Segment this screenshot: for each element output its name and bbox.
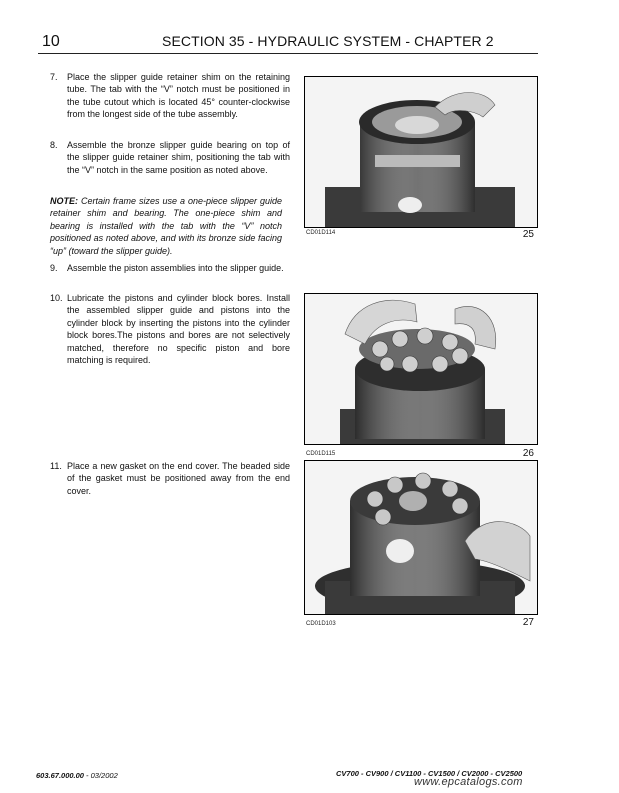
step-7 — [50, 71, 290, 121]
figure-number: 27 — [522, 617, 534, 628]
step-text: Lubricate the pistons and cylinder block bores. Install the assembled slipper guide and pistons into the cylinder block by inserting the pistons into the cylinder block bores.The pistons and bores are not selectively matched, therefore no specific piston and bore matching is required. — [67, 293, 290, 366]
figure-number: 25 — [522, 229, 534, 240]
step-number: 7. — [50, 72, 58, 82]
figure-number: 26 — [522, 448, 534, 459]
section-title: SECTION 35 - HYDRAULIC SYSTEM - CHAPTER 2 — [162, 33, 494, 49]
step-number: 8. — [50, 140, 58, 150]
step-9 — [50, 262, 290, 274]
step-8 — [50, 139, 290, 176]
figure-27-photo — [304, 460, 538, 615]
figure-26-photo — [304, 293, 538, 445]
footer-part-number — [36, 771, 118, 780]
footer-models: CV700 - CV900 / CV1100 - CV1500 / CV2000 - CV2500 — [336, 769, 523, 778]
figure-code: CD01D103 — [306, 621, 336, 627]
step-text: Place a new gasket on the end cover. The beaded side of the gasket must be positioned away from the end cover. — [67, 461, 290, 496]
figure-code: CD01D114 — [306, 230, 336, 236]
step-number: 10. — [50, 293, 63, 303]
step-10 — [50, 292, 290, 366]
page-number: 10 — [42, 33, 60, 50]
step-11 — [50, 460, 290, 497]
step-number: 11. — [50, 461, 62, 471]
step-text: Assemble the bronze slipper guide bearing on top of the slipper guide retainer shim, positioning the tab with the “V” notch in the same position as noted above. — [67, 140, 290, 175]
note-label: NOTE: — [50, 196, 78, 206]
figure-25-photo — [304, 76, 538, 228]
note-text: Certain frame sizes use a one-piece slipper guide retainer shim and bearing. The one-piece shim and bearing is installed with the tab with the “V” notch positioned as noted above, and with its bronze side facing “up” (toward the slipper guide). — [50, 196, 282, 256]
part-number: 603.67.000.00 — [36, 771, 84, 780]
header-rule — [38, 53, 538, 54]
step-number: 9. — [50, 263, 58, 273]
watermark: www.epcatalogs.com — [414, 776, 523, 788]
figure-code: CD01D115 — [306, 451, 336, 457]
step-text: Place the slipper guide retainer shim on the retaining tube. The tab with the “V” notch must be positioned in the tube cutout which is located 45° counter-clockwise from the longest side of the tube assembly. — [67, 72, 290, 120]
step-text: Assemble the piston assemblies into the slipper guide. — [67, 263, 284, 273]
note-block — [50, 195, 282, 257]
issue-date: - 03/2002 — [83, 771, 118, 780]
